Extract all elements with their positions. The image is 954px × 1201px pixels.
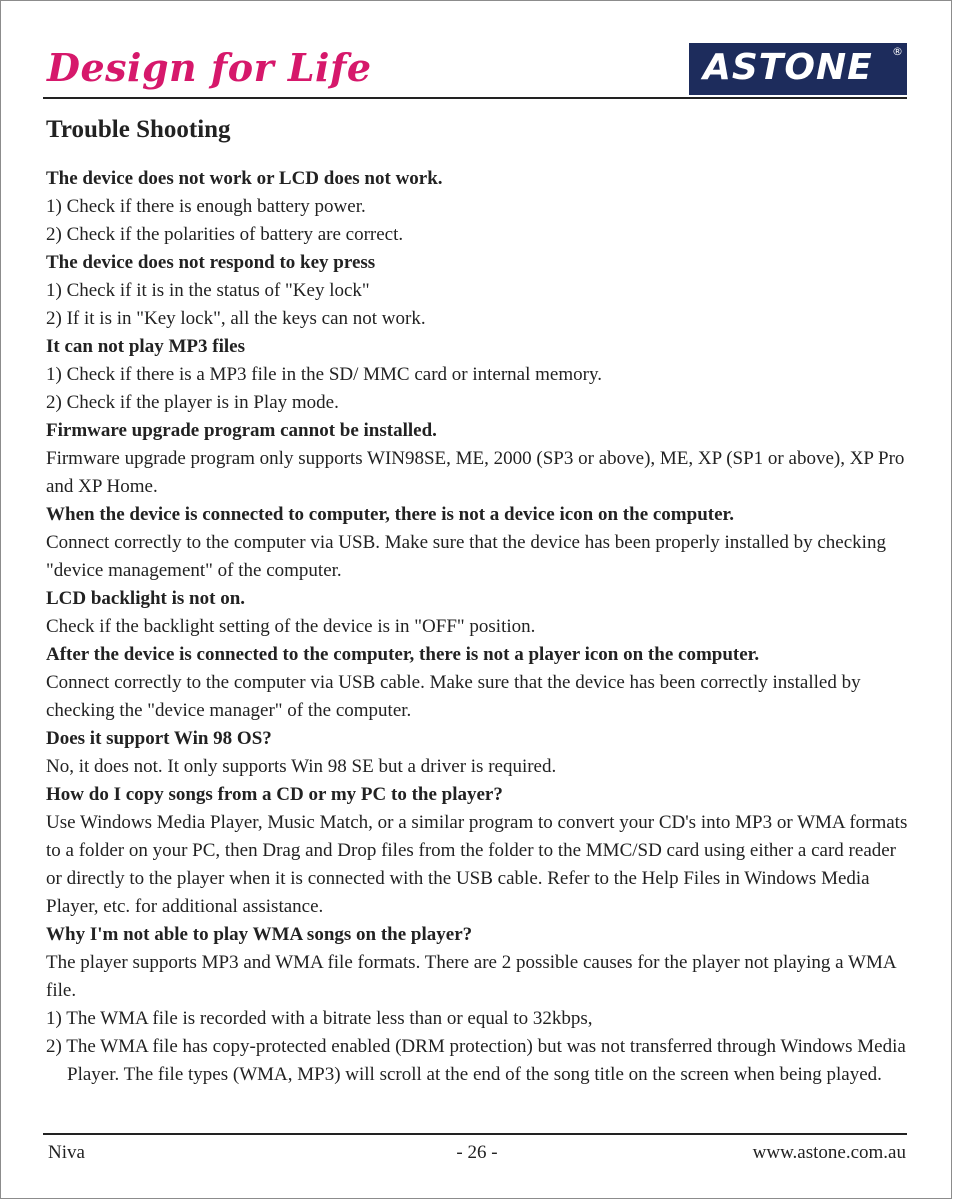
faq-answer: The player supports MP3 and WMA file formats. There are 2 possible causes for the player not playing a WMA file. — [46, 952, 896, 1001]
header-divider — [43, 97, 907, 99]
faq-answer: Check if the backlight setting of the device is in "OFF" position. — [46, 616, 536, 637]
faq-question: Does it support Win 98 OS? — [46, 728, 272, 749]
page-title: Trouble Shooting — [46, 116, 231, 143]
faq-item — [46, 417, 908, 501]
faq-item — [46, 781, 908, 921]
registered-mark: ® — [892, 45, 903, 58]
faq-answer: Connect correctly to the computer via USB. Make sure that the device has been properly installed by checking "device management" of the computer. — [46, 532, 886, 581]
faq-answer: 1) Check if it is in the status of "Key lock" — [46, 280, 370, 301]
faq-answer: 1) Check if there is enough battery power. — [46, 196, 366, 217]
astone-logo — [689, 43, 907, 95]
faq-answer: Use Windows Media Player, Music Match, or a similar program to convert your CD's into MP3 or WMA formats to a folder on your PC, then Drag and Drop files from the folder to the MMC/SD card using either a card reader or directly to the player when it is connected with the USB cable. Refer to the Help Files in Windows Media Player, etc. for additional assistance. — [46, 812, 908, 917]
brand-tagline: Design for Life — [47, 45, 372, 90]
faq-question: The device does not respond to key press — [46, 252, 376, 273]
faq-question: Why I'm not able to play WMA songs on the player? — [46, 924, 473, 945]
faq-question: After the device is connected to the computer, there is not a player icon on the computer. — [46, 644, 760, 665]
faq-answer: 1) The WMA file is recorded with a bitrate less than or equal to 32kbps, — [46, 1008, 593, 1029]
page-number: - 26 - — [456, 1142, 498, 1163]
faq-item — [46, 921, 908, 1089]
faq-answer: No, it does not. It only supports Win 98 SE but a driver is required. — [46, 756, 557, 777]
faq-question: How do I copy songs from a CD or my PC to the player? — [46, 784, 503, 805]
faq-item — [46, 641, 908, 725]
faq-item — [46, 165, 908, 249]
faq-item — [46, 501, 908, 585]
faq-answer: Firmware upgrade program only supports WIN98SE, ME, 2000 (SP3 or above), ME, XP (SP1 or above), XP Pro and XP Home. — [46, 448, 905, 497]
faq-answer: Connect correctly to the computer via USB cable. Make sure that the device has been correctly installed by checking the "device manager" of the computer. — [46, 672, 861, 721]
faq-item — [46, 585, 908, 641]
faq-answer: 2) If it is in "Key lock", all the keys can not work. — [46, 308, 426, 329]
faq-question: LCD backlight is not on. — [46, 588, 246, 609]
faq-question: Firmware upgrade program cannot be installed. — [46, 420, 437, 441]
faq-answer: 1) Check if there is a MP3 file in the SD/ MMC card or internal memory. — [46, 364, 602, 385]
logo-text: ASTONE — [703, 47, 873, 88]
main-content — [46, 113, 908, 1089]
faq-question: It can not play MP3 files — [46, 336, 245, 357]
faq-answer: 2) The WMA file has copy-protected enabled (DRM protection) but was not transferred through Windows Media Player. The file types (WMA, MP3) will scroll at the end of the song title on the screen when being played. — [46, 1036, 906, 1085]
faq-item — [46, 249, 908, 333]
footer-divider — [43, 1133, 907, 1135]
page-header — [43, 41, 907, 99]
page-footer — [48, 1139, 906, 1167]
website-url: www.astone.com.au — [752, 1142, 906, 1163]
faq-answer: 2) Check if the player is in Play mode. — [46, 392, 339, 413]
faq-question: The device does not work or LCD does not work. — [46, 168, 443, 189]
faq-question: When the device is connected to computer, there is not a device icon on the computer. — [46, 504, 734, 525]
product-name: Niva — [48, 1142, 85, 1163]
faq-item — [46, 333, 908, 417]
faq-answer: 2) Check if the polarities of battery are correct. — [46, 224, 404, 245]
faq-item — [46, 725, 908, 781]
